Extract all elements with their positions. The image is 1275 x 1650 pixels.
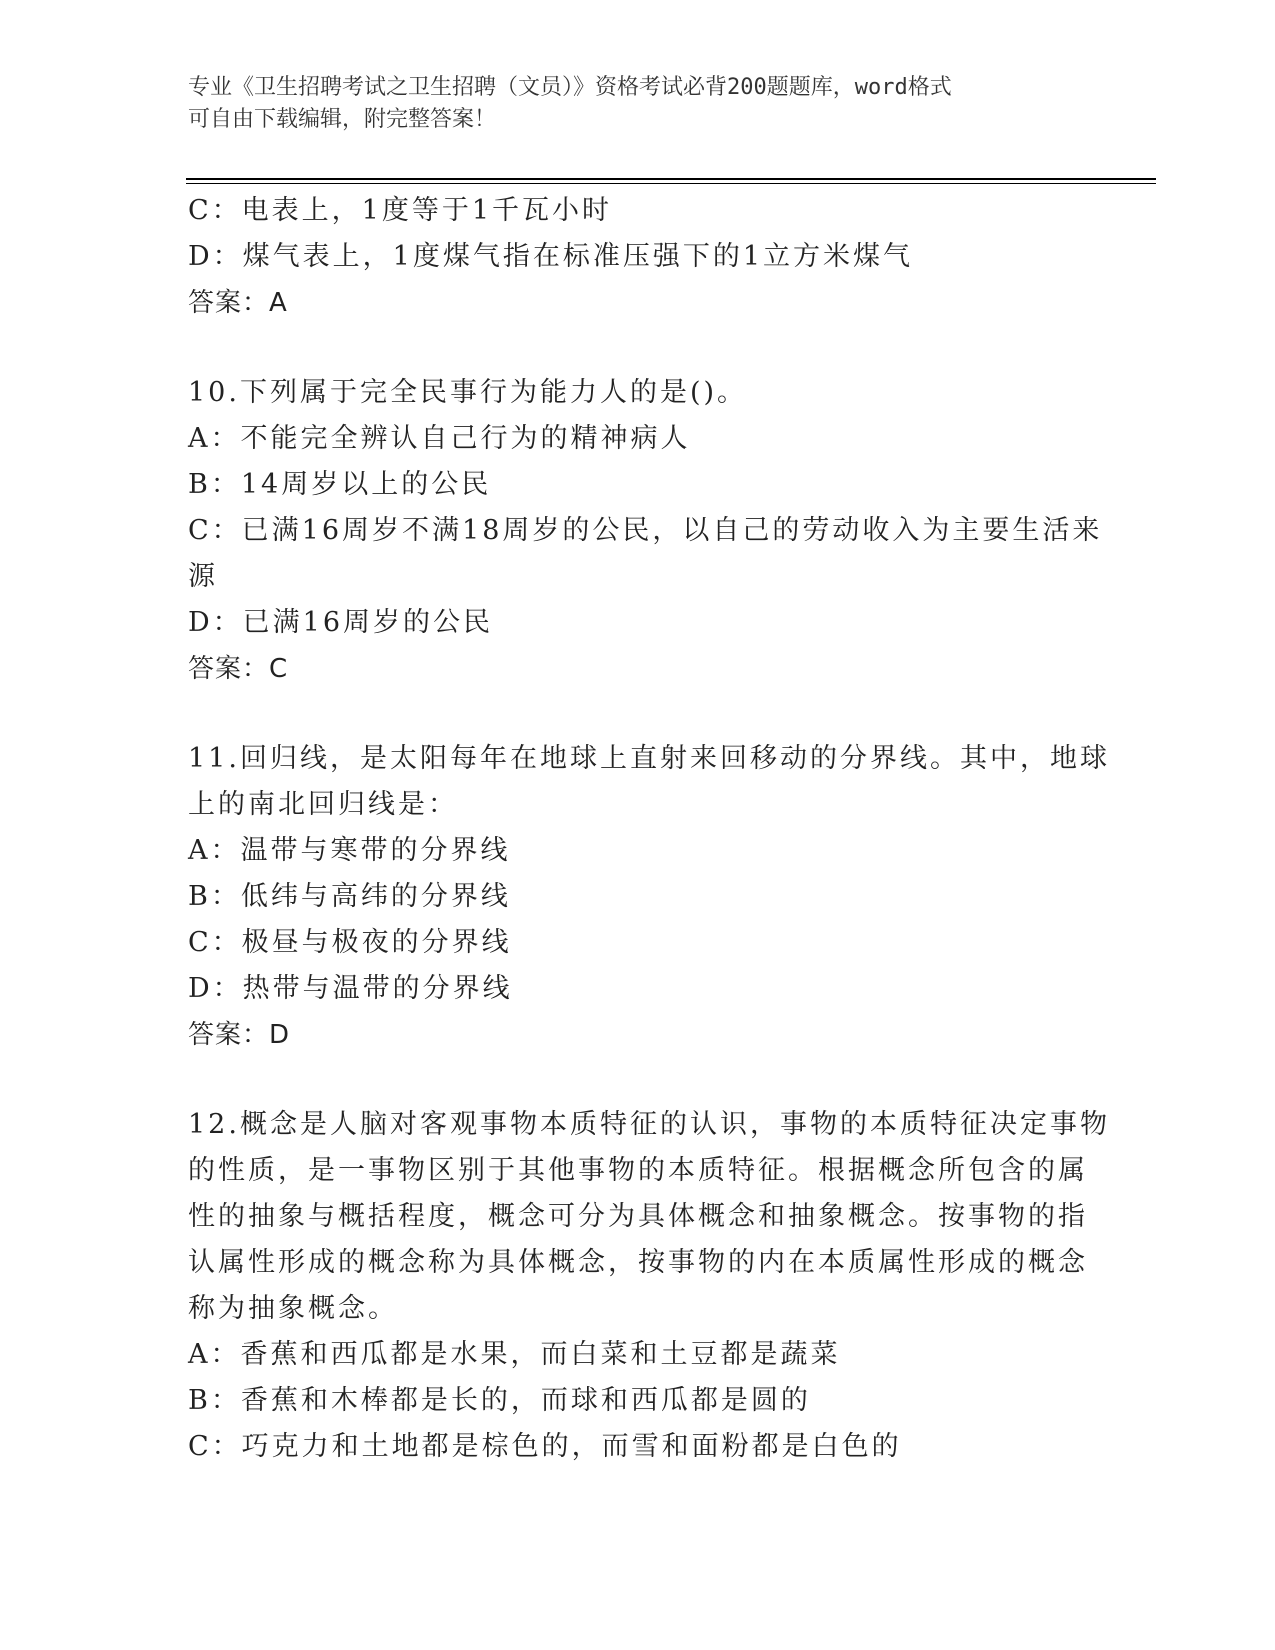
q11-answer: 答案：D [188,1020,291,1050]
q11-stem-line-2: 上的南北回归线是： [188,789,458,820]
q9-answer: 答案：A [188,288,288,318]
question-spacer [188,692,1088,736]
header-title-line-2: 可自由下载编辑，附完整答案！ [188,107,497,132]
q10-option-b: B：14周岁以上的公民 [188,469,492,500]
q12-stem-line-1: 12.概念是人脑对客观事物本质特征的认识，事物的本质特征决定事物 [188,1109,1110,1140]
question-11 [188,736,1110,1058]
q11-option-a: A：温带与寒带的分界线 [188,835,511,866]
q11-option-d: D：热带与温带的分界线 [188,973,513,1004]
document-body [188,188,1110,1470]
header-title-line-1: 专业《卫生招聘考试之卫生招聘（文员）》资格考试必背200题题库，word格式 [188,75,952,100]
q12-stem-line-2: 的性质，是一事物区别于其他事物的本质特征。根据概念所包含的属 [188,1155,1088,1186]
q12-stem-line-3: 性的抽象与概括程度，概念可分为具体概念和抽象概念。按事物的指 [188,1201,1088,1232]
q11-option-c: C：极昼与极夜的分界线 [188,927,512,958]
q10-option-a: A：不能完全辨认自己行为的精神病人 [188,423,691,454]
q10-option-c-line-1: C：已满16周岁不满18周岁的公民，以自己的劳动收入为主要生活来 [188,515,1103,546]
q10-stem: 10.下列属于完全民事行为能力人的是()。 [188,377,748,408]
q12-option-a: A：香蕉和西瓜都是水果，而白菜和土豆都是蔬菜 [188,1339,841,1370]
q10-option-d: D：已满16周岁的公民 [188,607,494,638]
q10-answer: 答案：C [188,654,289,684]
header-divider-thick [186,178,1156,180]
q11-option-b: B：低纬与高纬的分界线 [188,881,511,912]
q12-option-c: C：巧克力和土地都是棕色的，而雪和面粉都是白色的 [188,1431,902,1462]
q12-stem-line-4: 认属性形成的概念称为具体概念，按事物的内在本质属性形成的概念 [188,1247,1088,1278]
question-spacer [188,326,1088,370]
question-spacer [188,1058,1088,1102]
q10-option-c-line-2: 源 [188,561,218,592]
question-10 [188,370,1103,692]
header-divider-thin [186,183,1156,184]
document-header [188,72,1068,136]
question-9-continued [188,188,1088,326]
q12-stem-line-5: 称为抽象概念。 [188,1293,398,1324]
q11-stem-line-1: 11.回归线，是太阳每年在地球上直射来回移动的分界线。其中，地球 [188,743,1110,774]
q12-option-b: B：香蕉和木棒都是长的，而球和西瓜都是圆的 [188,1385,811,1416]
question-12 [188,1102,1110,1470]
q9-option-c: C：电表上，1度等于1千瓦小时 [188,195,613,226]
q9-option-d: D：煤气表上，1度煤气指在标准压强下的1立方米煤气 [188,241,914,272]
